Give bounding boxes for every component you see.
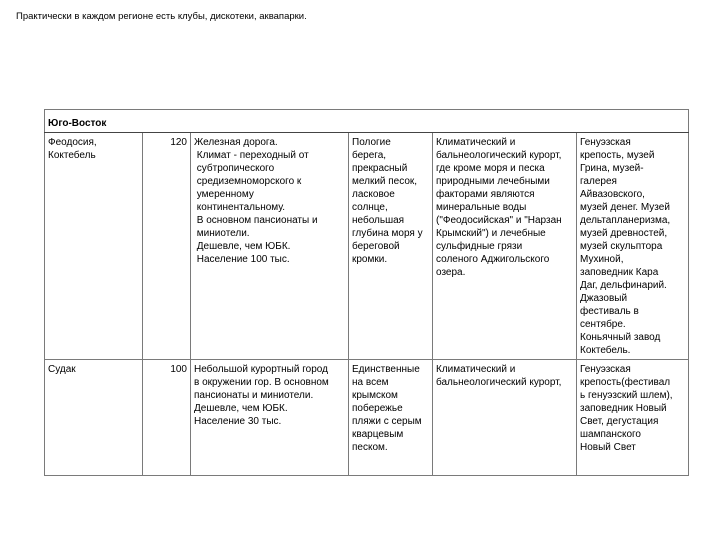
number-text: 100 xyxy=(170,364,187,375)
regions-table xyxy=(44,109,689,476)
place-cell xyxy=(45,360,143,476)
table-header-row xyxy=(45,110,689,133)
page-caption: Практически в каждом регионе есть клубы, дискотеки, аквапарки. xyxy=(16,11,307,22)
place-text: Судак xyxy=(48,364,76,375)
region-header: Юго-Восток xyxy=(45,110,689,133)
resort-text: Климатический и бальнеологический курорт, где кроме моря и песка природными лечебными факторами являются минеральные воды ("Феодосийская" и "Нарзан Крымский") и лечебные сульфидные грязи соленого Аджигольского озера. xyxy=(436,137,562,278)
number-cell xyxy=(143,133,191,360)
resort-text: Климатический и бальнеологический курорт, xyxy=(436,364,562,388)
climate-cell xyxy=(191,133,349,360)
sights-text: Генуэзская крепость(фестивал ь генуэзский шлем), заповедник Новый Свет, дегустация шампанского Новый Свет xyxy=(580,364,673,453)
beach-text: Единственные на всем крымском побережье пляжи с серым кварцевым песком. xyxy=(352,364,422,453)
climate-cell xyxy=(191,360,349,476)
beach-cell xyxy=(349,360,433,476)
number-cell xyxy=(143,360,191,476)
number-text: 120 xyxy=(170,137,187,148)
resort-cell xyxy=(433,360,577,476)
table-row xyxy=(45,133,689,360)
place-text: Феодосия, Коктебель xyxy=(48,137,97,161)
climate-text: Железная дорога. Климат - переходный от субтропического средиземноморского к умеренному континентальному. В основном пансионаты и миниотели. Дешевле, чем ЮБК. Население 100 тыс. xyxy=(194,137,318,265)
climate-text: Небольшой курортный город в окружении гор. В основном пансионаты и миниотели. Дешевле, чем ЮБК. Население 30 тыс. xyxy=(194,364,329,427)
sights-cell xyxy=(577,133,689,360)
sights-text: Генуэзская крепость, музей Грина, музей- галерея Айвазовского, музей денег. Музей дельтапланеризма, музей древностей, музей скульптора Мухиной, заповедник Кара Даг, дельфинарий. Джазовый фестиваль в сентябре. Коньячный завод Коктебель. xyxy=(580,137,671,356)
place-cell xyxy=(45,133,143,360)
resort-cell xyxy=(433,133,577,360)
beach-text: Пологие берега, прекрасный мелкий песок, ласковое солнце, небольшая глубина моря у береговой кромки. xyxy=(352,137,423,265)
sights-cell xyxy=(577,360,689,476)
table-row xyxy=(45,360,689,476)
beach-cell xyxy=(349,133,433,360)
